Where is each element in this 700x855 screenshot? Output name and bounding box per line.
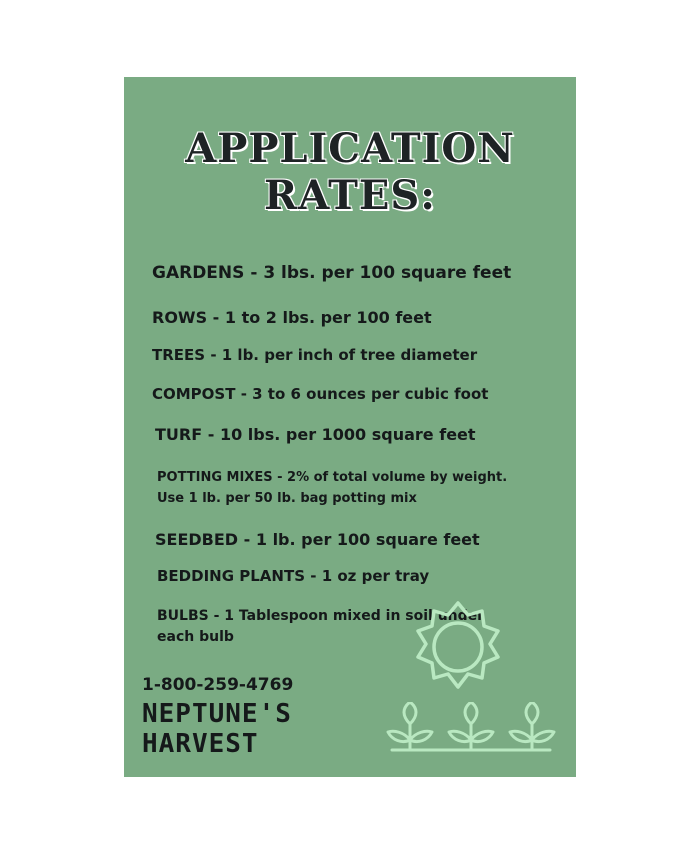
rate-value: 1 to 2 lbs. per 100 feet <box>224 308 432 327</box>
rate-bedding-plants <box>157 567 429 585</box>
rate-separator: - <box>202 425 220 444</box>
title-line-1: APPLICATION <box>185 125 515 172</box>
rate-item: ROWS <box>152 308 208 327</box>
rate-separator: - <box>238 530 256 549</box>
application-rates-card <box>124 77 576 777</box>
rate-value: 1 oz per tray <box>321 567 430 585</box>
rate-item: COMPOST <box>152 385 236 403</box>
rate-separator: - <box>208 608 225 624</box>
rate-seedbed <box>155 530 480 549</box>
phone-number: 1-800-259-4769 <box>142 675 294 695</box>
brand-name-line-2: HARVEST <box>142 729 259 759</box>
rate-value: 10 lbs. per 1000 square feet <box>219 425 476 444</box>
sprout-icon <box>386 702 556 762</box>
rate-item: GARDENS <box>152 263 245 283</box>
brand-name-line-1: NEPTUNE'S <box>142 699 292 729</box>
rate-potting-mixes <box>157 467 507 509</box>
sun-icon <box>406 589 526 699</box>
rate-value-line-2: Use 1 lb. per 50 lb. bag potting mix <box>157 491 417 506</box>
rate-value: 3 to 6 ounces per cubic foot <box>252 385 489 403</box>
rate-separator: - <box>205 346 222 364</box>
rate-item: TREES <box>152 346 206 364</box>
rate-separator: - <box>235 385 253 403</box>
rate-value-line-2: each bulb <box>157 629 234 645</box>
rate-value: 3 lbs. per 100 square feet <box>263 263 512 283</box>
rate-value: 1 lb. per inch of tree diameter <box>221 346 478 364</box>
rate-value: 1 lb. per 100 square feet <box>255 530 480 549</box>
rate-separator: - <box>207 308 225 327</box>
rate-item: BULBS <box>157 608 209 624</box>
rate-gardens <box>152 263 511 283</box>
rate-value: 2% of total volume by weight. <box>287 470 508 485</box>
rate-separator: - <box>244 263 264 283</box>
rate-compost <box>152 385 488 403</box>
rate-trees <box>152 346 477 364</box>
rate-rows <box>152 308 432 327</box>
rate-separator: - <box>305 567 322 585</box>
rate-turf <box>155 425 476 444</box>
title-line-2: RATES: <box>264 172 436 219</box>
rate-item: POTTING MIXES <box>157 470 273 485</box>
rate-separator: - <box>272 470 288 485</box>
rate-item: TURF <box>155 425 203 444</box>
rate-value: 1 Tablespoon mixed in soil under <box>224 608 485 624</box>
rate-item: SEEDBED <box>155 530 239 549</box>
rate-item: BEDDING PLANTS <box>157 567 306 585</box>
